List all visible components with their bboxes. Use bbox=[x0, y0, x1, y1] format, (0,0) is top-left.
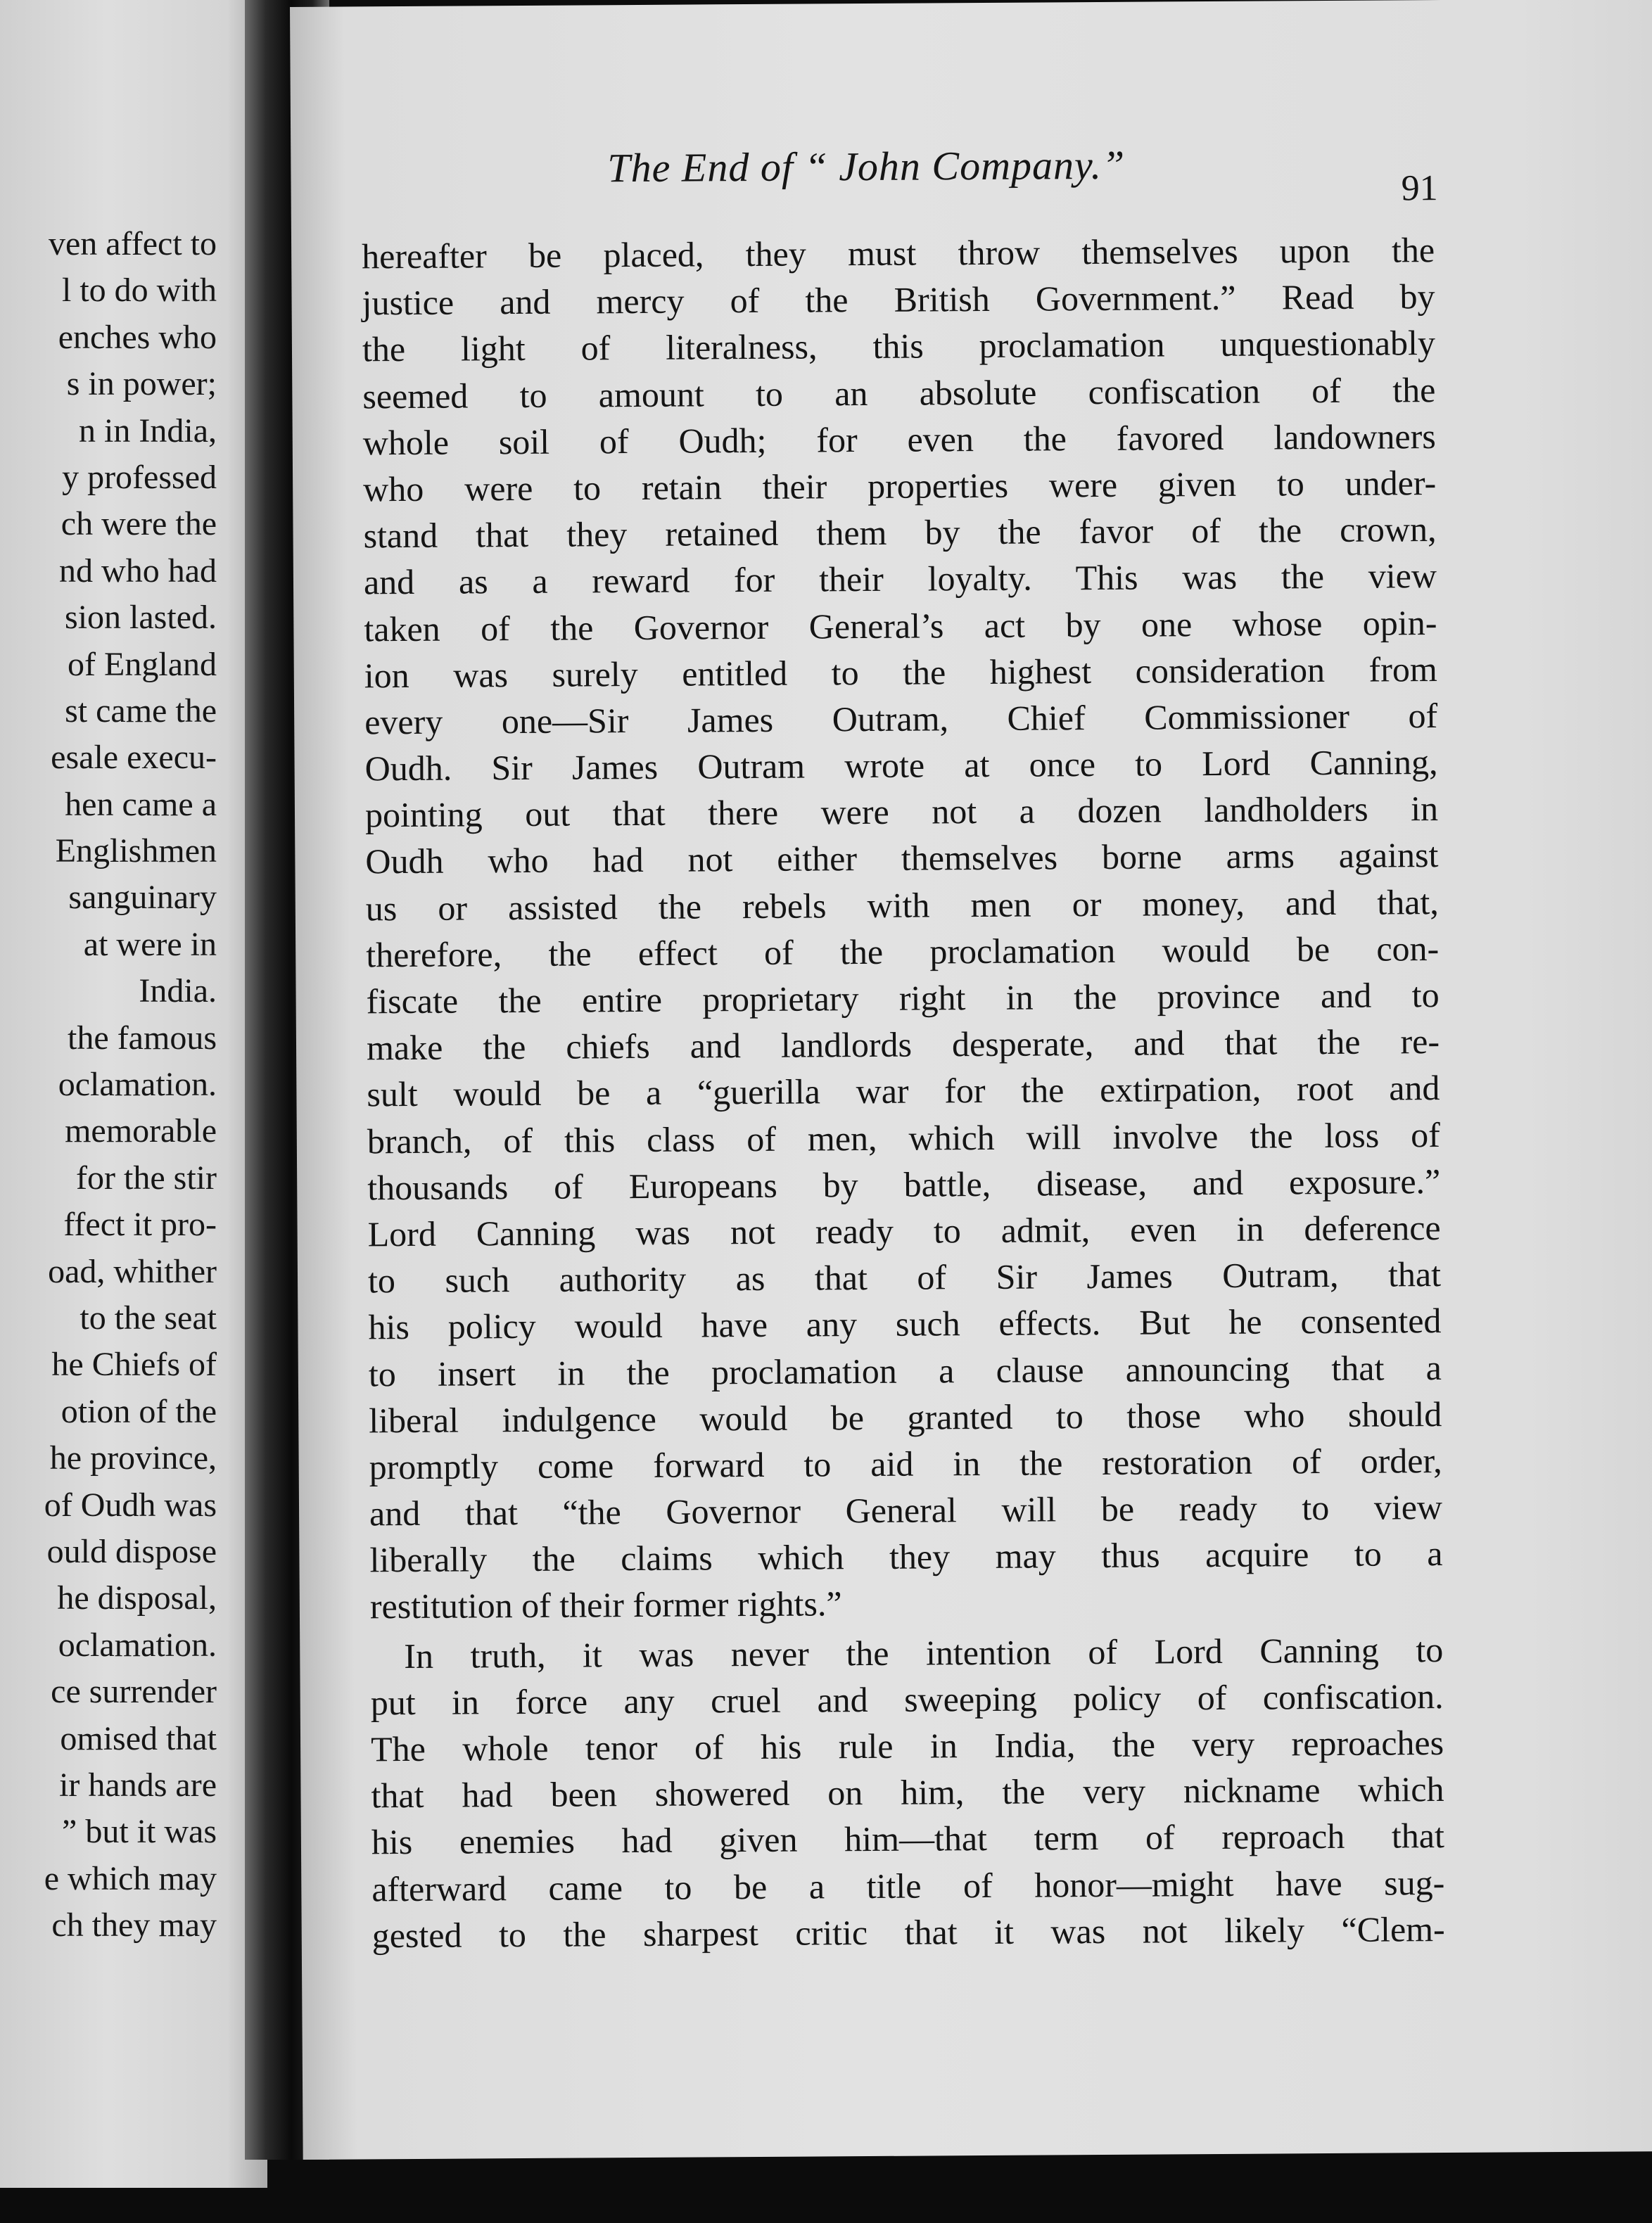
text-line: therefore, the effect of the proclamation would be con- bbox=[366, 928, 1440, 975]
text-line: taken of the Governor General’s act by one whose opin- bbox=[364, 602, 1437, 649]
text-line: whole soil of Oudh; for even the favored landowners bbox=[362, 416, 1436, 463]
left-page-line: sanguinary bbox=[68, 879, 217, 917]
text-line: In truth, it was never the intention of Lord Canning to bbox=[404, 1629, 1444, 1676]
left-page-line: ch they may bbox=[51, 1906, 217, 1944]
left-page-line: Englishmen bbox=[55, 832, 217, 870]
text-line: his policy would have any such effects. But he consented bbox=[368, 1301, 1442, 1347]
text-line: and as a reward for their loyalty. This was the view bbox=[363, 556, 1437, 602]
paragraph bbox=[362, 227, 1443, 1630]
left-page-line: sion lasted. bbox=[65, 599, 217, 637]
text-line: fiscate the entire proprietary right in the province and to bbox=[366, 975, 1440, 1021]
left-page-text bbox=[44, 221, 217, 1949]
right-page bbox=[290, 0, 1652, 2160]
text-line: Lord Canning was not ready to admit, even in deference bbox=[367, 1207, 1441, 1254]
paragraph bbox=[370, 1626, 1445, 1959]
left-page-line: st came the bbox=[65, 692, 217, 730]
left-page-line: n in India, bbox=[79, 412, 217, 450]
body-text bbox=[362, 227, 1445, 1958]
left-page-line: esale execu- bbox=[51, 739, 217, 777]
left-page-line: s in power; bbox=[66, 365, 217, 403]
left-page-line: omised that bbox=[60, 1719, 217, 1757]
text-line: liberal indulgence would be granted to those who should bbox=[369, 1394, 1442, 1441]
text-line: Oudh. Sir James Outram wrote at once to Lord Canning, bbox=[364, 742, 1438, 789]
text-line: gested to the sharpest critic that it was not likely “Clem- bbox=[371, 1909, 1445, 1956]
text-line: branch, of this class of men, which will involve the loss of bbox=[367, 1114, 1440, 1161]
text-line: The whole tenor of his rule in India, the very reproaches bbox=[370, 1723, 1444, 1769]
left-page-line: hen came a bbox=[65, 785, 217, 823]
page-number: 91 bbox=[1401, 168, 1438, 209]
left-page-line: ce surrender bbox=[51, 1673, 217, 1711]
left-page-line: oclamation. bbox=[58, 1626, 217, 1664]
text-line: restitution of their former rights.” bbox=[369, 1584, 842, 1626]
text-line: that had been showered on him, the very nickname which bbox=[371, 1769, 1444, 1816]
left-page-line: oclamation. bbox=[58, 1066, 217, 1104]
text-line: the light of literalness, this proclamation unquestionably bbox=[362, 323, 1436, 369]
left-page-line: of Oudh was bbox=[44, 1486, 217, 1524]
left-page-line: of England bbox=[68, 645, 217, 683]
left-page-line: oad, whither bbox=[48, 1252, 217, 1290]
left-page-line: for the stir bbox=[76, 1159, 217, 1197]
left-page-line: ould dispose bbox=[46, 1532, 217, 1570]
left-page-line: enches who bbox=[58, 318, 217, 356]
left-page-line: memorable bbox=[65, 1112, 217, 1150]
left-page-line: at were in bbox=[83, 925, 217, 963]
left-page-line: the famous bbox=[68, 1019, 217, 1057]
left-page-line: ffect it pro- bbox=[63, 1206, 217, 1244]
left-page-line: ” but it was bbox=[62, 1813, 217, 1851]
text-line: to insert in the proclamation a clause announcing that a bbox=[368, 1347, 1442, 1394]
text-line: Oudh who had not either themselves borne arms against bbox=[365, 835, 1439, 881]
text-line: afterward came to be a title of honor—might have sug- bbox=[371, 1862, 1445, 1909]
left-page-line: he disposal, bbox=[57, 1579, 217, 1617]
left-page-line: to the seat bbox=[80, 1299, 217, 1337]
text-line: put in force any cruel and sweeping policy of confiscation. bbox=[370, 1676, 1444, 1723]
text-line: us or assisted the rebels with men or money, and that, bbox=[365, 881, 1439, 928]
left-page-line: India. bbox=[139, 972, 217, 1010]
text-line: stand that they retained them by the favor of the crown, bbox=[363, 509, 1437, 556]
text-line: ion was surely entitled to the highest consideration from bbox=[364, 649, 1437, 696]
text-line: every one—Sir James Outram, Chief Commissioner of bbox=[364, 695, 1438, 742]
left-page-line: otion of the bbox=[61, 1392, 217, 1430]
text-line: his enemies had given him—that term of reproach that bbox=[371, 1816, 1445, 1862]
left-page-line: he province, bbox=[49, 1439, 217, 1477]
text-line: justice and mercy of the British Government.” Read by bbox=[362, 276, 1435, 323]
text-line: liberally the claims which they may thus acquire to a bbox=[369, 1534, 1443, 1580]
text-line: thousands of Europeans by battle, disease, and exposure.” bbox=[367, 1161, 1441, 1208]
left-page-line: y professed bbox=[62, 458, 217, 496]
text-line: make the chiefs and landlords desperate, and that the re- bbox=[366, 1021, 1440, 1068]
running-head: The End of “ John Company.” bbox=[607, 141, 1126, 191]
text-line: hereafter be placed, they must throw themselves upon the bbox=[361, 230, 1435, 276]
text-line: seemed to amount to an absolute confiscation of the bbox=[362, 369, 1436, 416]
left-page-line: nd who had bbox=[59, 552, 217, 590]
left-page-line: ven affect to bbox=[49, 225, 217, 262]
text-line: sult would be a “guerilla war for the extirpation, root and bbox=[367, 1068, 1440, 1114]
left-page bbox=[0, 0, 267, 2188]
left-page-line: he Chiefs of bbox=[51, 1346, 217, 1384]
left-page-line: ir hands are bbox=[59, 1766, 217, 1804]
text-line: who were to retain their properties were given to under- bbox=[363, 462, 1437, 509]
text-line: and that “the Governor General will be ready to view bbox=[369, 1487, 1443, 1534]
text-line: promptly come forward to aid in the restoration of order, bbox=[369, 1440, 1442, 1487]
left-page-line: ch were the bbox=[61, 505, 217, 543]
text-line: pointing out that there were not a dozen landholders in bbox=[364, 789, 1439, 835]
text-line: to such authority as that of Sir James Outram, that bbox=[367, 1254, 1442, 1301]
left-page-line: l to do with bbox=[61, 272, 217, 310]
left-page-line: e which may bbox=[44, 1859, 217, 1897]
